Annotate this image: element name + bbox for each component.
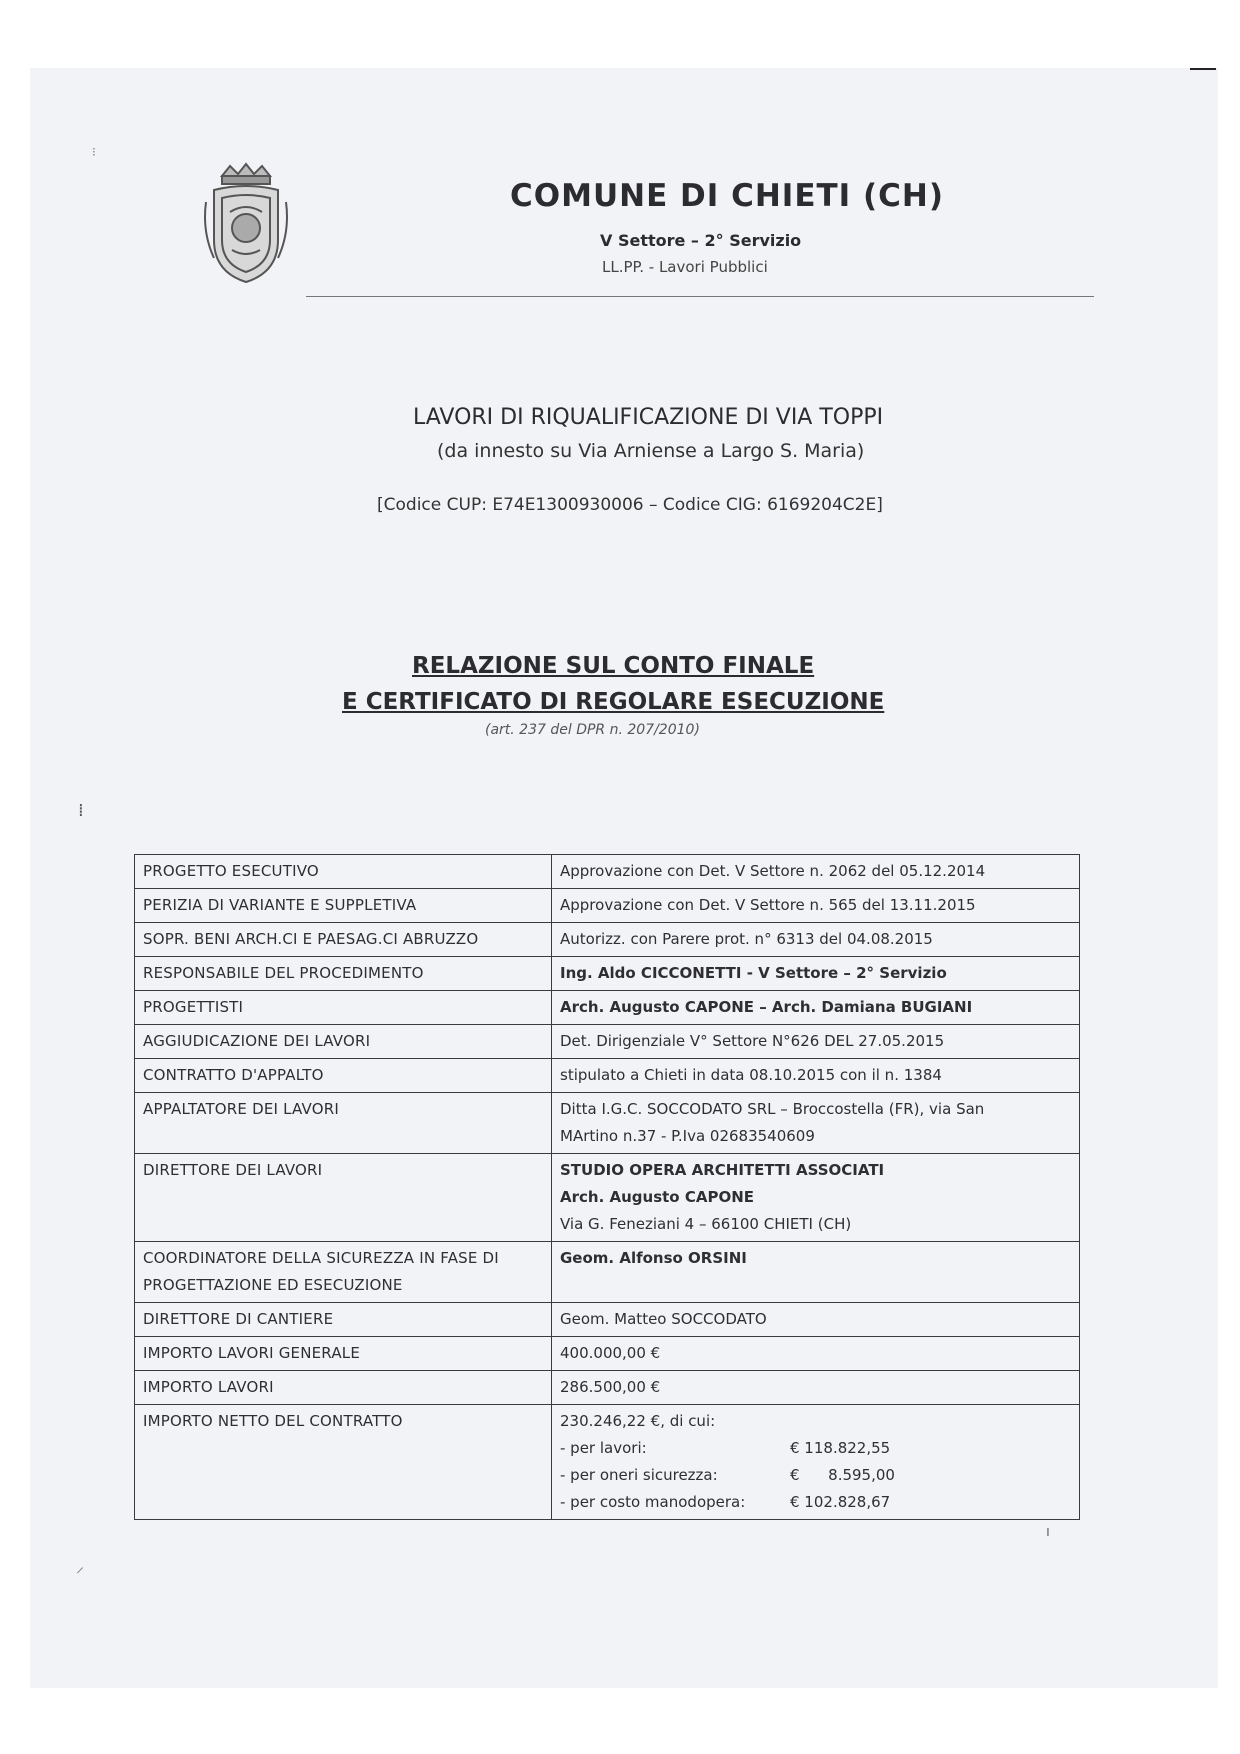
row-value: 286.500,00 €: [552, 1371, 1080, 1405]
breakdown-item: [560, 1489, 1071, 1516]
breakdown-label: - per costo manodopera:: [560, 1493, 746, 1511]
row-label: RESPONSABILE DEL PROCEDIMENTO: [135, 957, 552, 991]
row-label: SOPR. BENI ARCH.CI E PAESAG.CI ABRUZZO: [135, 923, 552, 957]
breakdown-item: [560, 1435, 1071, 1462]
table-row: [135, 1059, 1080, 1093]
scan-artifact: ⁝: [92, 145, 96, 159]
row-label: PROGETTISTI: [135, 991, 552, 1025]
table-row: [135, 1242, 1080, 1303]
table-row: [135, 1337, 1080, 1371]
office-label: LL.PP. - Lavori Pubblici: [602, 258, 768, 276]
director-name: Arch. Augusto CAPONE: [560, 1188, 754, 1206]
breakdown-amount: € 102.828,67: [790, 1493, 891, 1511]
project-subtitle: (da innesto su Via Arniense a Largo S. Maria): [437, 440, 865, 462]
table-row: [135, 1154, 1080, 1242]
table-row: [135, 1371, 1080, 1405]
contractor-line: MArtino n.37 - P.Iva 02683540609: [560, 1127, 815, 1145]
breakdown-amount: € 8.595,00: [790, 1466, 895, 1484]
project-info-table: [134, 854, 1080, 1520]
breakdown-label: - per oneri sicurezza:: [560, 1466, 718, 1484]
project-codes: [Codice CUP: E74E1300930006 – Codice CIG: 6169204C2E]: [377, 495, 883, 515]
report-reference: (art. 237 del DPR n. 207/2010): [485, 722, 700, 738]
row-label: CONTRATTO D'APPALTO: [135, 1059, 552, 1093]
breakdown-label: - per lavori:: [560, 1439, 647, 1457]
municipal-crest-icon: [200, 162, 292, 286]
row-value: Det. Dirigenziale V° Settore N°626 DEL 27.05.2015: [552, 1025, 1080, 1059]
director-address: Via G. Feneziani 4 – 66100 CHIETI (CH): [560, 1215, 852, 1233]
table-row: [135, 889, 1080, 923]
director-firm: STUDIO OPERA ARCHITETTI ASSOCIATI: [560, 1161, 885, 1179]
row-value: Ing. Aldo CICCONETTI - V Settore – 2° Servizio: [552, 957, 1080, 991]
contractor-line: Ditta I.G.C. SOCCODATO SRL – Broccostella (FR), via San: [560, 1100, 985, 1118]
table-row: [135, 957, 1080, 991]
table-row: [135, 1405, 1080, 1520]
report-title-line1: RELAZIONE SUL CONTO FINALE: [412, 653, 815, 679]
table-row: [135, 1093, 1080, 1154]
row-value: [552, 1154, 1080, 1242]
scan-artifact: ⁞: [78, 800, 84, 821]
breakdown-amount: € 118.822,55: [790, 1439, 891, 1457]
department-label: V Settore – 2° Servizio: [600, 231, 802, 250]
table-row: [135, 855, 1080, 889]
row-value: Arch. Augusto CAPONE – Arch. Damiana BUGIANI: [552, 991, 1080, 1025]
table-row: [135, 1025, 1080, 1059]
row-label: PERIZIA DI VARIANTE E SUPPLETIVA: [135, 889, 552, 923]
breakdown-item: [560, 1462, 1071, 1489]
row-label: DIRETTORE DEI LAVORI: [135, 1154, 552, 1242]
row-value: Approvazione con Det. V Settore n. 565 del 13.11.2015: [552, 889, 1080, 923]
label-line: COORDINATORE DELLA SICUREZZA IN FASE DI: [143, 1249, 499, 1267]
report-title-line2: E CERTIFICATO DI REGOLARE ESECUZIONE: [342, 689, 885, 715]
scan-edge-mark: [1190, 68, 1216, 70]
net-amount: 230.246,22 €, di cui:: [560, 1412, 716, 1430]
row-label: DIRETTORE DI CANTIERE: [135, 1303, 552, 1337]
row-value: Autorizz. con Parere prot. n° 6313 del 04.08.2015: [552, 923, 1080, 957]
row-label: IMPORTO LAVORI: [135, 1371, 552, 1405]
project-title: LAVORI DI RIQUALIFICAZIONE DI VIA TOPPI: [413, 405, 884, 430]
row-value: 400.000,00 €: [552, 1337, 1080, 1371]
scan-artifact: ⸝: [76, 1557, 85, 1576]
header-divider: [306, 296, 1094, 297]
row-value: stipulato a Chieti in data 08.10.2015 con il n. 1384: [552, 1059, 1080, 1093]
scan-artifact: ı: [1046, 1524, 1050, 1540]
row-label: PROGETTO ESECUTIVO: [135, 855, 552, 889]
row-value: Approvazione con Det. V Settore n. 2062 del 05.12.2014: [552, 855, 1080, 889]
label-line: PROGETTAZIONE ED ESECUZIONE: [143, 1276, 403, 1294]
row-label: APPALTATORE DEI LAVORI: [135, 1093, 552, 1154]
row-value: [552, 1093, 1080, 1154]
row-label: AGGIUDICAZIONE DEI LAVORI: [135, 1025, 552, 1059]
row-label: IMPORTO LAVORI GENERALE: [135, 1337, 552, 1371]
table-row: [135, 1303, 1080, 1337]
row-label: [135, 1242, 552, 1303]
row-label: IMPORTO NETTO DEL CONTRATTO: [135, 1405, 552, 1520]
row-value: [552, 1405, 1080, 1520]
table-row: [135, 923, 1080, 957]
table-row: [135, 991, 1080, 1025]
municipality-title: COMUNE DI CHIETI (CH): [510, 178, 945, 214]
row-value: Geom. Matteo SOCCODATO: [552, 1303, 1080, 1337]
row-value: Geom. Alfonso ORSINI: [552, 1242, 1080, 1303]
